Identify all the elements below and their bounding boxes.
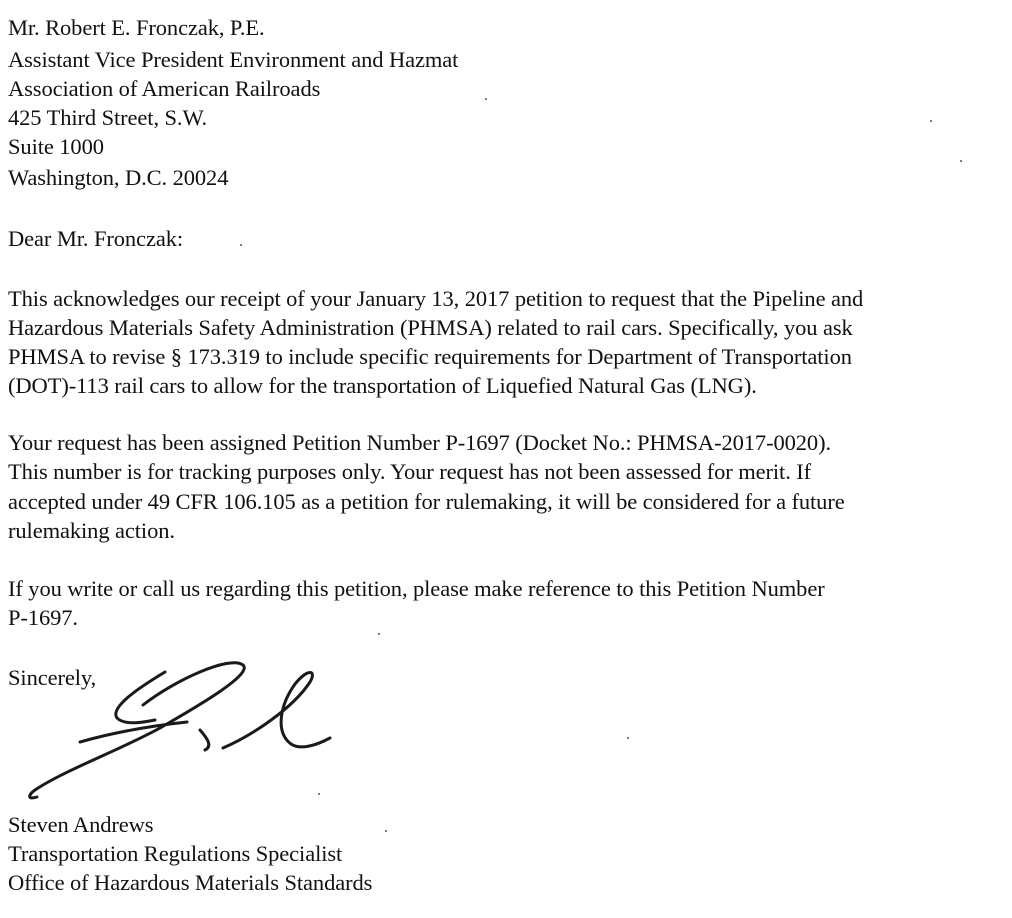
salutation: Dear Mr. Fronczak: (8, 226, 184, 251)
scan-speck (378, 633, 380, 635)
scan-speck (960, 160, 962, 162)
handwritten-signature (25, 650, 345, 800)
paragraph-2-line: rulemaking action. (8, 518, 175, 543)
paragraph-1-line: Hazardous Materials Safety Administration (PHMSA) related to rail cars. Specifically, you ask (8, 315, 853, 340)
signer-office: Office of Hazardous Materials Standards (8, 870, 373, 895)
paragraph-1-line: PHMSA to revise § 173.319 to include specific requirements for Department of Transportation (8, 344, 852, 369)
paragraph-3-line: P-1697. (8, 605, 78, 630)
signer-name: Steven Andrews (8, 812, 154, 837)
recipient-street: 425 Third Street, S.W. (8, 105, 208, 130)
recipient-organization: Association of American Railroads (8, 76, 321, 101)
scan-speck (930, 120, 932, 122)
paragraph-1-line: This acknowledges our receipt of your January 13, 2017 petition to request that the Pipeline and (8, 286, 864, 311)
scan-speck (485, 98, 487, 100)
scan-speck (627, 737, 629, 739)
closing: Sincerely, (8, 665, 97, 690)
paragraph-3-line: If you write or call us regarding this petition, please make reference to this Petition Number (8, 576, 825, 601)
signer-title: Transportation Regulations Specialist (8, 841, 343, 866)
scan-speck (318, 793, 320, 795)
recipient-title: Assistant Vice President Environment and Hazmat (8, 47, 459, 72)
recipient-name: Mr. Robert E. Fronczak, P.E. (8, 15, 265, 40)
scan-speck (385, 830, 387, 832)
recipient-suite: Suite 1000 (8, 134, 104, 159)
recipient-city: Washington, D.C. 20024 (8, 165, 229, 190)
paragraph-1-line: (DOT)-113 rail cars to allow for the transportation of Liquefied Natural Gas (LNG). (8, 373, 757, 398)
scan-speck (240, 244, 242, 246)
paragraph-2-line: accepted under 49 CFR 106.105 as a petition for rulemaking, it will be considered for a future (8, 489, 845, 514)
paragraph-2-line: Your request has been assigned Petition Number P-1697 (Docket No.: PHMSA-2017-0020). (8, 430, 831, 455)
paragraph-2-line: This number is for tracking purposes only. Your request has not been assessed for merit. If (8, 459, 812, 484)
